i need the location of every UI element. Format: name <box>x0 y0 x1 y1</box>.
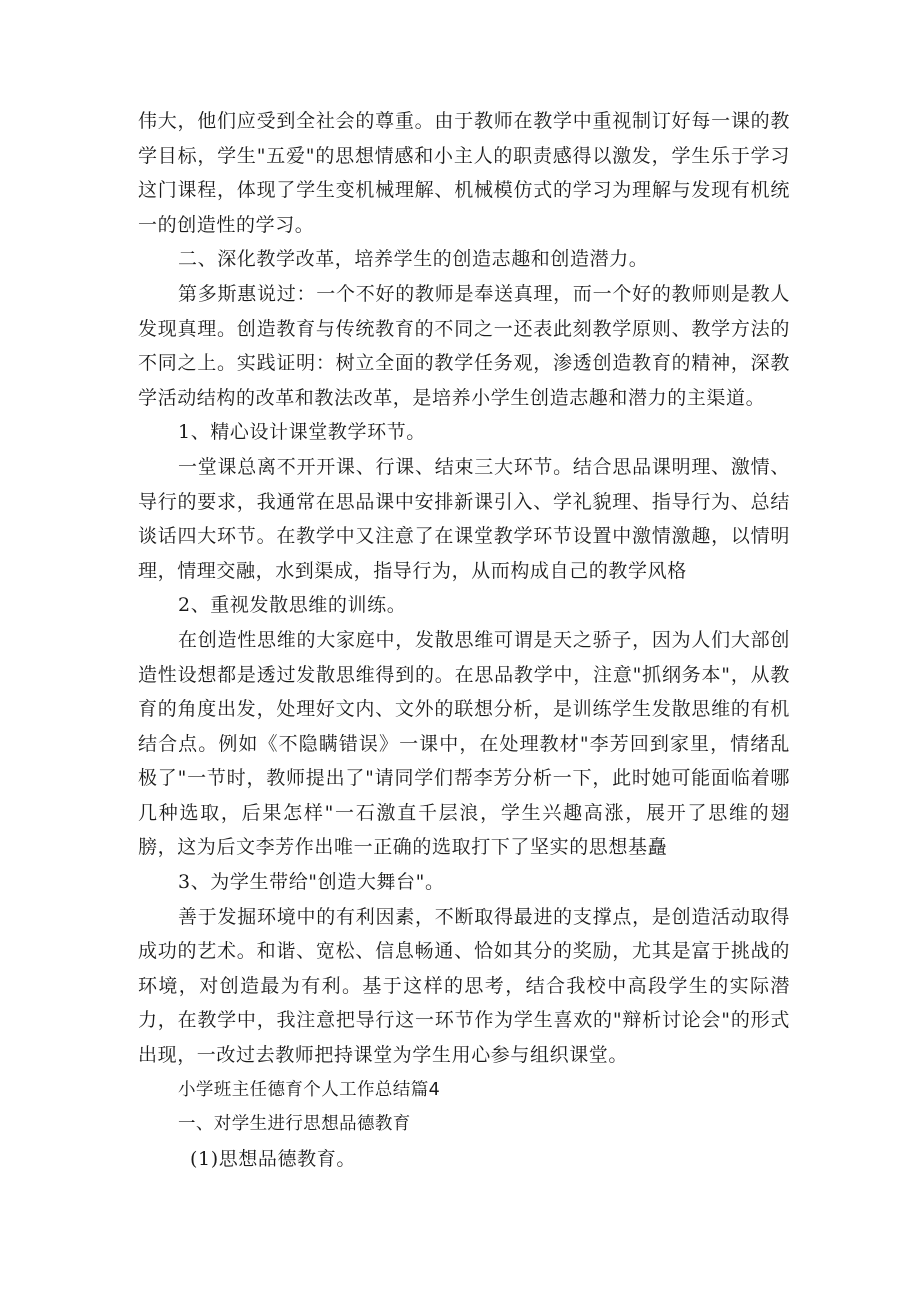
article-title: 小学班主任德育个人工作总结篇4 <box>178 1079 441 1100</box>
paragraph: 第多斯惠说过：一个不好的教师是奉送真理，而一个好的教师则是教人发现真理。创造教育与传统教育的不同之一还表此刻教学原则、教学方法的不同之上。实践证明：树立全面的教学任务观，渗透创造教育的精神，深教学活动结构的改革和教法改革，是培养小学生创造志趣和潜力的主渠道。 <box>138 282 790 409</box>
document-body <box>138 104 790 1176</box>
paragraph: 一堂课总离不开开课、行课、结束三大环节。结合思品课明理、激情、导行的要求，我通常在思品课中安排新课引入、学礼貌理、指导行为、总结谈话四大环节。在教学中又注意了在课堂教学环节设置中激情激趣，以情明理，情理交融，水到渠成，指导行为，从而构成自己的教学风格 <box>138 455 790 582</box>
subheading-moral: (1)思想品德教育。 <box>190 1147 356 1170</box>
subheading-1: 1、精心设计课堂教学环节。 <box>178 421 426 444</box>
paragraph: 善于发掘环境中的有利因素，不断取得最进的支撑点，是创造活动取得成功的艺术。和谐、宽松、信息畅通、恰如其分的奖励，尤其是富于挑战的环境，对创造最为有利。基于这样的思考，结合我校中高段学生的实际潜力，在教学中，我注意把导行这一环节作为学生喜欢的"辩析讨论会"的形式出现，一改过去教师把持课堂为学生用心参与组织课堂。 <box>138 905 790 1067</box>
paragraph-continuation: 伟大，他们应受到全社会的尊重。由于教师在教学中重视制订好每一课的教学目标，学生"五爱"的思想情感和小主人的职责感得以激发，学生乐于学习这门课程，体现了学生变机械理解、机械模仿式的学习为理解与发现有机统一的创造性的学习。 <box>138 110 790 236</box>
section-heading-1: 一、对学生进行思想品德教育 <box>178 1114 411 1135</box>
section-heading-2: 二、深化教学改革，培养学生的创造志趣和创造潜力。 <box>178 248 649 271</box>
paragraph: 在创造性思维的大家庭中，发散思维可谓是天之骄子，因为人们大部创造性设想都是透过发散思维得到的。在思品教学中，注意"抓纲务本"，从教育的角度出发，处理好文内、文外的联想分析，是训练学生发散思维的有机结合点。例如《不隐瞒错误》一课中，在处理教材"李芳回到家里，情绪乱极了"一节时，教师提出了"请同学们帮李芳分析一下，此时她可能面临着哪几种选取，后果怎样"一石激直千层浪，学生兴趣高涨，展开了思维的翅膀，这为后文李芳作出唯一正确的选取打下了坚实的思想基矗 <box>138 628 790 859</box>
subheading-3: 3、为学生带给"创造大舞台"。 <box>178 871 445 894</box>
subheading-2: 2、重视发散思维的训练。 <box>178 594 407 617</box>
